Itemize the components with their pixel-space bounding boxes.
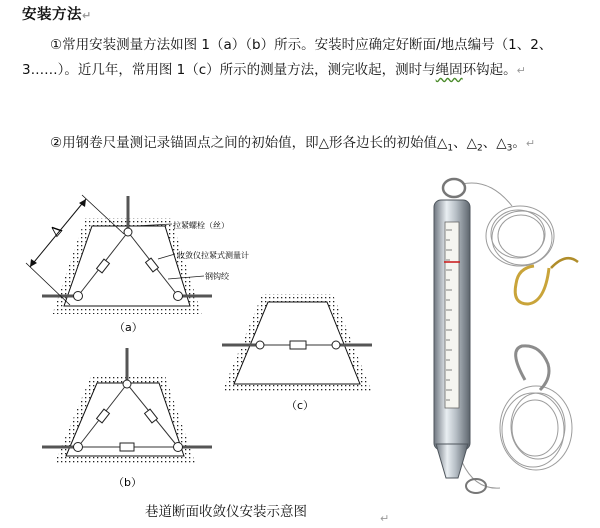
brass-hook-top (515, 266, 549, 304)
diagram-a (26, 195, 249, 334)
return-mark: ↵ (516, 64, 526, 77)
label-b: （b） (113, 476, 142, 489)
delta-sub-3: 3 (506, 143, 513, 154)
body-tip (436, 444, 468, 478)
top-ring (443, 179, 465, 197)
diagram-c (222, 298, 372, 412)
gauge-base-b (120, 443, 134, 451)
callout-bolt: 拉紧螺栓（丝） (173, 221, 229, 230)
heading-text: 安装方法 (22, 7, 82, 23)
delta-sep-1: 、△ (453, 135, 477, 151)
anchor-point-right-c (332, 341, 340, 349)
anchor-point-left-a (74, 292, 83, 301)
extensometer-photo (434, 179, 578, 493)
wire-bottom (462, 462, 500, 488)
delta-label: Δ (47, 222, 67, 241)
delta-sub-1: 1 (447, 143, 454, 154)
return-mark: ↵ (525, 137, 536, 150)
callout-gauge: 收敛仪拉紧式测量计 (177, 251, 249, 260)
anchor-point-left-b (74, 443, 83, 452)
anchor-point-right-a (174, 292, 183, 301)
anchor-point-right-b (174, 443, 183, 452)
paragraph-2-text: ②用钢卷尺量测记录锚固点之间的初始值，即△形各边长的初始值△ (50, 135, 448, 151)
paragraph-1-tail: 环钩起。 (462, 62, 517, 78)
diagram-b (42, 348, 212, 489)
wire-coil-bottom (500, 386, 572, 470)
anchor-point-top-b (123, 380, 131, 388)
return-mark: ↵ (82, 9, 92, 22)
gauge-c (290, 341, 306, 349)
figure-caption: 巷道断面收敛仪安装示意图 (145, 504, 307, 520)
anchor-point-left-c (256, 341, 264, 349)
paragraph-1-text: ①常用安装测量方法如图 1（a）（b）所示。安装时应确定好断面/地点编号（1、2、3……）。近几年，常用图 1（c）所示的测量方法，测完收起，测时与 (22, 37, 553, 78)
brass-hook-top-end (551, 258, 578, 268)
paragraph-2-end: 。 (512, 135, 526, 151)
wire-coil-top (486, 206, 554, 266)
anchor-point-top-a (124, 228, 132, 236)
paragraph-1-tail-underlined: 绳固 (435, 62, 463, 78)
steel-hook-bottom (516, 346, 549, 390)
return-mark: ↵ (380, 512, 390, 525)
delta-sub-2: 2 (477, 143, 483, 154)
callout-hook: 钢钩绞 (205, 272, 229, 281)
label-c: （c） (286, 399, 315, 412)
delta-sep-2: 、△ (482, 135, 507, 151)
label-a: （a） (114, 321, 143, 334)
wire-top (462, 183, 512, 206)
